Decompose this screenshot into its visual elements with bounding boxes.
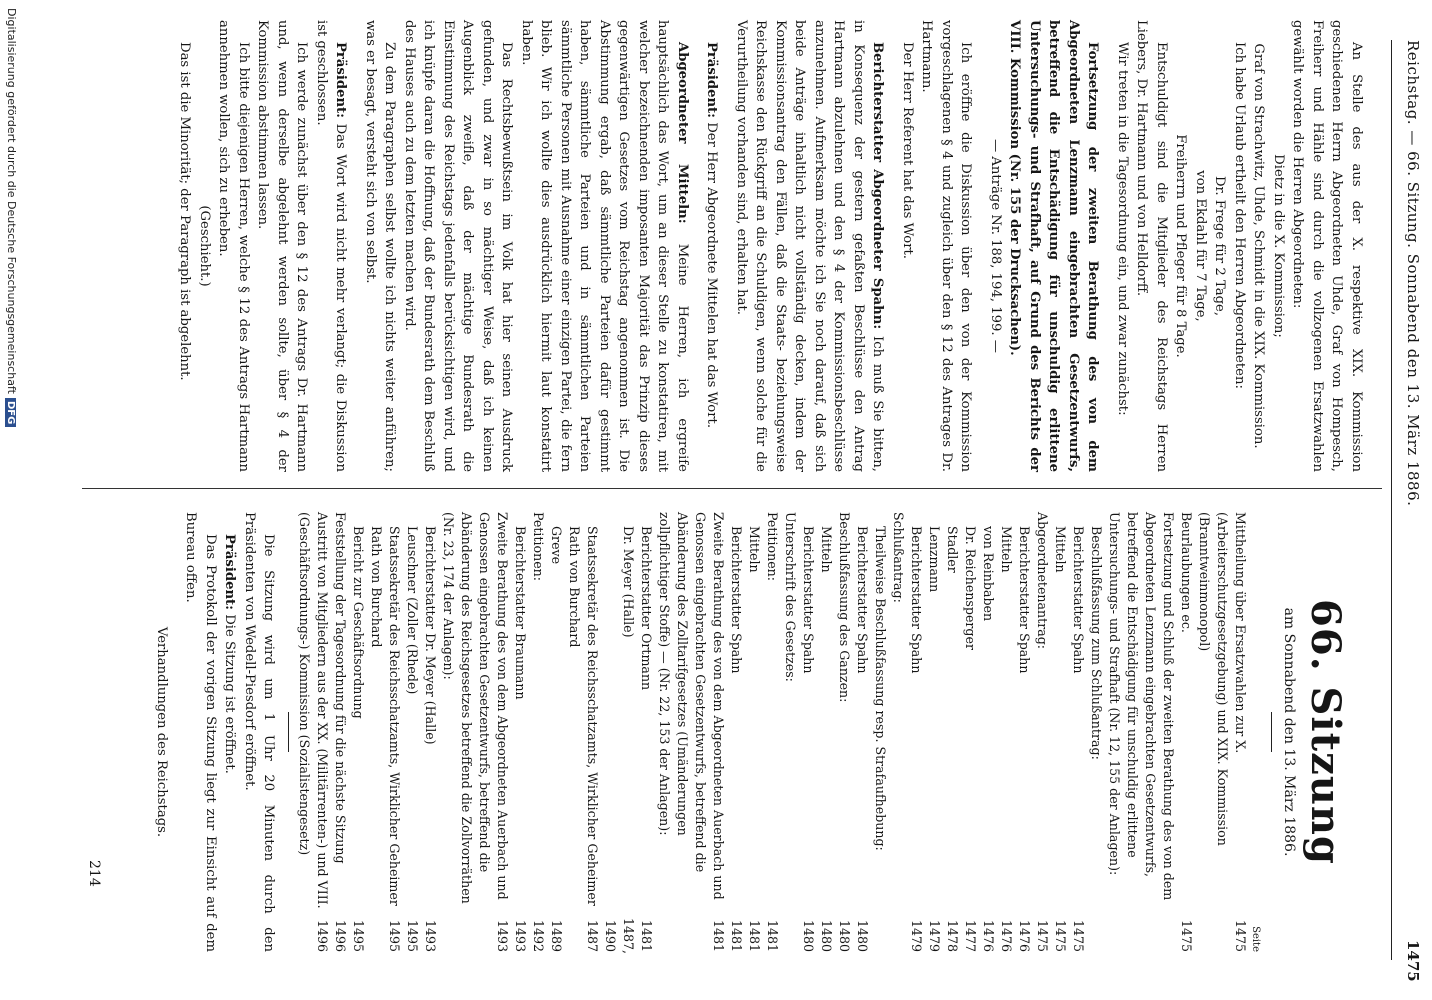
table-of-contents <box>296 512 1250 955</box>
toc-entry <box>656 512 728 952</box>
toc-entry-page: 1476 <box>999 919 1015 952</box>
urlaub-line-2: von Ekdahl für 7 Tage, <box>1193 170 1208 322</box>
toc-entry <box>638 512 656 952</box>
toc-entry-page: 1496 <box>315 919 331 952</box>
toc-entry-page: 1492 <box>531 919 547 952</box>
toc-entry <box>1196 512 1250 952</box>
president-opening-text: Die Sitzung ist eröffnet. <box>222 614 238 774</box>
page-number: 1475 <box>1404 940 1422 982</box>
toc-entry <box>962 512 980 952</box>
president-remark-2-text: Das Wort wird nicht mehr verlangt; die Diskussion ist geschlossen. <box>314 20 349 472</box>
toc-entry <box>980 512 998 952</box>
speech-mitteln-text: Meine Herren, ich ergreife hauptsächlich das Wort, um an dieser Stelle zu konstatiren, mit welcher bezeichnenden imposanten Majorität das Prinzip dieses gegenwärtigen Gesetzes vom Reichstag angenommen ist. Die Abstimmung ergab, daß sämmtliche Parteien dafür gestimmt haben, sämmtliche Parteien und in sämmtlichen Parteien sämmtliche Personen mit Ausnahme einer einzigen Partei, die fern blieb. Wir ich wollte dies ausdrücklich hiermit laut konstatirt haben. <box>519 20 690 472</box>
toc-entry-text: Zweite Berathung des von dem Abgeordneten Auerbach und Genossen eingebrachten Gesetzentwurfs, betreffend die Abänderung des Zolltarifgesetzes (Umänderungen zollpflichtiger Stoffe) — (Nr. 22, 153 der Anlagen): <box>657 512 727 900</box>
speech-spahn-text: Ich muß Sie bitten, in Konsequenz der gestern gefaßten Beschlüsse den Antrag Hartmann abzulehnen und den § 4 der Kommissionsbeschlüsse anzunehmen. Aufmerksam möchte ich Sie noch darauf, daß sich beide Anträge inhaltlich nicht vollständig decken, indem der Kommissionsantrag den Fällen, daß die Staats- beziehungsweise Reichskasse den Rückgriff an die Schuldigen, wenn solche für die Verurtheilung vorhanden sind, erhalten hat. <box>734 20 886 472</box>
toc-entry <box>602 512 638 955</box>
toc-entry-page: 1478 <box>945 919 961 952</box>
toc-entry <box>728 512 746 952</box>
toc-entry <box>908 512 926 952</box>
toc-entry-page: 1475 <box>1233 919 1249 952</box>
toc-entry-text: Austritt von Mitgliedern aus der XX. (Militärrenten-) und VIII. (Geschäftsordnungs-) Kommission (Sozialistengesetz) <box>297 512 331 909</box>
toc-entry <box>854 512 872 952</box>
toc-entry-text: Mitteln <box>747 526 763 573</box>
toc-entry-page: 1495 <box>351 919 367 952</box>
toc-entry <box>944 512 962 952</box>
toc-entry <box>1088 512 1106 952</box>
toc-entry <box>746 512 764 952</box>
running-header <box>1392 0 1422 1000</box>
toc-entry <box>890 512 908 952</box>
speaker-president-2: Präsident: <box>333 42 349 119</box>
right-column <box>152 512 1367 955</box>
paragraph-bitte: Ich bitte diejenigen Herren, welche § 12 des Antrags Hartmann annehmen wollen, sich zu erheben. <box>216 20 251 472</box>
toc-entry-text: Mitteln <box>999 526 1015 573</box>
toc-entry-page: 1489 <box>549 919 565 952</box>
toc-entry <box>818 512 836 952</box>
toc-entry-text: Mitteln <box>1053 526 1069 573</box>
header-rule <box>1391 40 1392 960</box>
toc-entry-page: 1487, 1490 <box>603 918 637 955</box>
toc-entry <box>1070 512 1088 952</box>
toc-entry-page: 1493 <box>495 919 511 952</box>
toc-entry-page: 1479 <box>927 919 943 952</box>
toc-entry <box>1016 512 1034 952</box>
toc-entry <box>764 512 782 952</box>
toc-entry-text: Dr. Reichensperger <box>963 526 979 650</box>
toc-entry-text: Berichterstatter Spahn <box>1017 526 1033 674</box>
toc-entry-page: 1495 <box>405 919 421 952</box>
toc-entry <box>1034 512 1052 952</box>
paragraph-protokoll: Das Protokoll der vorigen Sitzung liegt zur Einsicht auf dem Bureau offen. <box>183 512 218 952</box>
toc-entry-text: Feststellung der Tagesordnung für die nächste Sitzung <box>333 512 349 864</box>
toc-entry-text: Beschlußfassung des Ganzen: <box>837 512 853 703</box>
toc-entry-page: 1481 <box>765 919 781 952</box>
paragraph-ersatzwahlen: An Stelle des aus der X. respektive XIX. Kommission geschiedenen Herrn Abgeordneten Uhde, Graf von Hompesch, Freiherr und Hähle sind durch die vollzogenen Ersatzwahlen gewählt worden die Herren Abgeordneten: <box>1290 20 1364 472</box>
toc-entry <box>422 512 440 952</box>
toc-entry-page: 1480 <box>855 919 871 952</box>
toc-entry-text: Berichterstatter Spahn <box>1071 526 1087 674</box>
toc-entry <box>512 512 530 952</box>
president-remark-1 <box>702 20 722 472</box>
paragraph-rechtsbewusstsein: Das Rechtsbewußtsein im Volk hat hier seinen Ausdruck gefunden, und zwar in so mächtiger Weise, daß ich keinen Augenblick zweifle, daß der mächtige Bundesrath die Einstimmung des Reichstags jedenfalls berücksichtigen wird, und ich knüpfe daran die Hoffnung, daß der Bundesrath dem Beschluß des Hauses auch zu dem letzten machen wird. <box>402 20 515 472</box>
geschieht-note: (Geschieht.) <box>197 205 212 287</box>
speaker-mitteln: Abgeordneter Mitteln: <box>675 42 690 224</box>
toc-entry-text: Schlußantrag: <box>891 512 907 603</box>
toc-entry-page: 1495 <box>387 919 403 952</box>
toc-entry <box>548 512 566 952</box>
session-date: am Sonnabend den 13. März 1886. <box>1281 607 1297 857</box>
running-title: Reichstag. — 66. Sitzung. Sonnabend den 13. März 1886. <box>1404 40 1422 507</box>
paragraph-referent: Der Herr Referent hat das Wort. <box>900 42 915 259</box>
column-divider <box>82 488 1382 489</box>
title-rule <box>1272 712 1273 752</box>
toc-entry <box>350 512 368 952</box>
toc-entry-page: 1477 <box>963 919 979 952</box>
toc-entry-text: Berichterstatter Spahn <box>909 526 925 674</box>
speaker-president-1: Präsident: <box>704 42 720 119</box>
toc-entry-text: Mitteln <box>819 526 835 573</box>
toc-entry <box>782 512 800 952</box>
digitization-credit <box>5 8 18 427</box>
toc-entry <box>1178 512 1196 952</box>
toc-entry-text: Berichterstatter Spahn <box>729 526 745 674</box>
toc-entry-page: 1481 <box>747 919 763 952</box>
toc-entry-page: 1481 <box>711 919 727 952</box>
toc-entry-page: 1480 <box>837 919 853 952</box>
left-column <box>175 20 1366 472</box>
toc-entry <box>926 512 944 952</box>
toc-entry-page: 1493 <box>423 919 439 952</box>
toc-entry-text: Beurlaubungen ec. <box>1179 512 1195 633</box>
toc-entry-page: 1487 <box>585 919 601 952</box>
toc-entry-text: Leuschner (Zoller (Rhede) <box>405 526 421 695</box>
president-remark-2 <box>312 20 351 472</box>
seite-label: Seite <box>1250 926 1262 952</box>
toc-entry-page: 1481 <box>729 919 745 952</box>
toc-entry-text: Zweite Berathung des von dem Abgeordneten Auerbach und Genossen eingebrachten Gesetzentwurfs, betreffend die Abänderung des Reichsgesetzes betreffend die Zollvorräthen (Nr. 23, 174 der Anlagen): <box>441 512 511 904</box>
toc-entry-text: Stadler <box>945 526 961 573</box>
toc-rule <box>289 712 290 752</box>
toc-entry-text: Staatssekretär des Reichsschatzamts, Wirklicher Geheimer Rath von Burchard <box>369 526 403 906</box>
toc-entry-text: Beschlußfassung zum Schlußantrag: <box>1089 526 1105 760</box>
toc-entry <box>566 512 602 952</box>
paragraph-entschuldigt: Entschuldigt sind die Mitglieder des Reichstags Herren Liebers, Dr. Hartmann und von Helldorff. <box>1134 20 1169 472</box>
wahl-line-1: Dietz in die X. Kommission; <box>1271 154 1286 338</box>
speech-mitteln <box>517 20 693 472</box>
toc-entry <box>1106 512 1178 952</box>
toc-entry-page: 1496 <box>333 919 349 952</box>
urlaub-line-1: Dr. Frege für 2 Tage, <box>1212 175 1228 317</box>
antraege-line: — Anträge Nr. 188, 194, 199. — <box>988 139 1003 353</box>
toc-entry-text: Berichterstatter Spahn <box>855 526 871 674</box>
toc-entry-text: Bericht zur Geschäftsordnung <box>351 526 367 719</box>
toc-entry-text: Berichterstatter Braumann <box>513 526 529 700</box>
toc-entry-page: 1475 <box>1035 919 1051 952</box>
toc-entry <box>1052 512 1070 952</box>
toc-entry <box>332 512 350 952</box>
speaker-president-opening: Präsident: <box>222 534 238 611</box>
speaker-spahn: Berichterstatter Abgeordneter Spahn: <box>870 42 886 330</box>
toc-entry-page: 1475 <box>1071 919 1087 952</box>
toc-entry-page: 1476 <box>981 919 997 952</box>
toc-entry-text: Mittheilung über Ersatzwahlen zur X. (Arbeiterschutzgesetzgebung) und XIX. Kommission (Branntweinmonopol) <box>1197 512 1249 846</box>
toc-entry-text: Petitionen: <box>765 512 781 582</box>
credit-text: Digitalisierung gefördert durch die Deutsche Forschungsgemeinschaft <box>5 8 18 394</box>
toc-entry-text: Abgeordnetenantrag: <box>1035 512 1051 650</box>
session-title: 66. Sitzung <box>1302 599 1349 865</box>
signature-number: 214 <box>86 860 102 887</box>
wahl-line-2: Graf von Strachwitz, Uhde, Schmidt in die XIX. Kommission. <box>1251 43 1267 449</box>
paragraph-tagesordnung: Wir treten in die Tagesordnung ein, und zwar zunächst: <box>1115 42 1130 416</box>
president-opening <box>220 512 240 952</box>
urlaub-line-3: Freiherrn und Pfleger für 8 Tage. <box>1173 134 1189 358</box>
toc-entry-text: Unterschrift des Gesetzes: <box>783 512 799 682</box>
paragraph-opening: Die Sitzung wird um 1 Uhr 20 Minuten durch den Präsidenten von Wedell-Piesdorf eröffnet. <box>242 512 277 952</box>
speech-spahn <box>732 20 888 472</box>
toc-entry-text: Staatssekretär des Reichsschatzamts, Wirklicher Geheimer Rath von Burchard <box>567 526 601 906</box>
toc-entry <box>404 512 422 952</box>
toc-entry-text: Petitionen: <box>531 512 547 582</box>
toc-entry-text: Lenzmann <box>927 526 943 593</box>
toc-entry-page: 1475 <box>1179 919 1195 952</box>
paragraph-paragraphen: Zu dem Paragraphen selbst wollte ich nichts weiter anführen; was er besagt, versteht sich von selbst. <box>363 20 398 472</box>
toc-entry <box>872 512 890 952</box>
toc-entry <box>998 512 1016 952</box>
toc-entry-page: 1481 <box>639 919 655 952</box>
toc-entry-text: Dr. Meyer (Halle) <box>621 526 637 638</box>
toc-entry-page: 1480 <box>819 919 835 952</box>
toc-entry <box>836 512 854 952</box>
toc-entry <box>530 512 548 952</box>
toc-entry-page: 1475 <box>1053 919 1069 952</box>
toc-entry-page: 1480 <box>801 919 817 952</box>
toc-entry <box>440 512 512 952</box>
toc-entry-page: 1476 <box>1017 919 1033 952</box>
dfg-logo: DFG <box>5 398 16 427</box>
toc-entry <box>296 512 332 952</box>
toc-entry-text: Greve <box>549 526 565 565</box>
paragraph-abstimmung: Ich werde zunächst über den § 12 des Antrags Dr. Hartmann und, wenn derselbe abgelehnt werden sollte, über § 4 der Kommission abstimmen lassen. <box>255 20 310 472</box>
president-remark-1-text: Der Herr Abgeordnete Mittelen hat das Wort. <box>704 122 720 429</box>
paragraph-minoritaet: Das ist die Minorität; der Paragraph ist abgelehnt. <box>177 42 193 381</box>
paragraph-eroeffne: Ich eröffne die Diskussion über den von der Kommission vorgeschlagenen § 4 und zugleich über den § 12 des Antrages Dr. Hartmann. <box>919 20 974 472</box>
toc-entry-text: Berichterstatter Spahn <box>801 526 817 674</box>
toc-entry-page: 1493 <box>513 919 529 952</box>
toc-entry-text: Berichterstatter Ortmann <box>639 526 655 691</box>
toc-entry-text: Fortsetzung und Schluß der zweiten Berathung des von dem Abgeordneten Lenzmann eingebrachten Gesetzentwurfs, betreffend die Entschädigung für unschuldig erlittene Untersuchungs- und Strafhaft (Nr. 12, 155 der Anlagen): <box>1107 512 1177 901</box>
toc-entry-page: 1479 <box>909 919 925 952</box>
footer-verhandlungen: Verhandlungen des Reichstags. <box>154 626 169 838</box>
toc-entry-text: Theilweise Beschlußfassung resp. Strafaufhebung: <box>873 526 889 851</box>
toc-entry-text: von Reinbaben <box>981 526 997 622</box>
toc-entry-text: Berichterstatter Dr. Meyer (Halle) <box>423 526 439 745</box>
toc-entry <box>800 512 818 952</box>
agenda-item-heading: Fortsetzung der zweiten Berathung des von dem Abgeordneten Lenzmann eingebrachten Gesetzentwurfs, betreffend die Entschädigung für unschuldig erlittene Untersuchungs- und Strafhaft, auf Grund des Berichts der VIII. Kommission (Nr. 155 der Drucksachen). <box>1007 20 1101 472</box>
toc-entry <box>368 512 404 952</box>
paragraph-urlaub: Ich habe Urlaub ertheilt den Herren Abgeordneten: <box>1232 42 1247 389</box>
